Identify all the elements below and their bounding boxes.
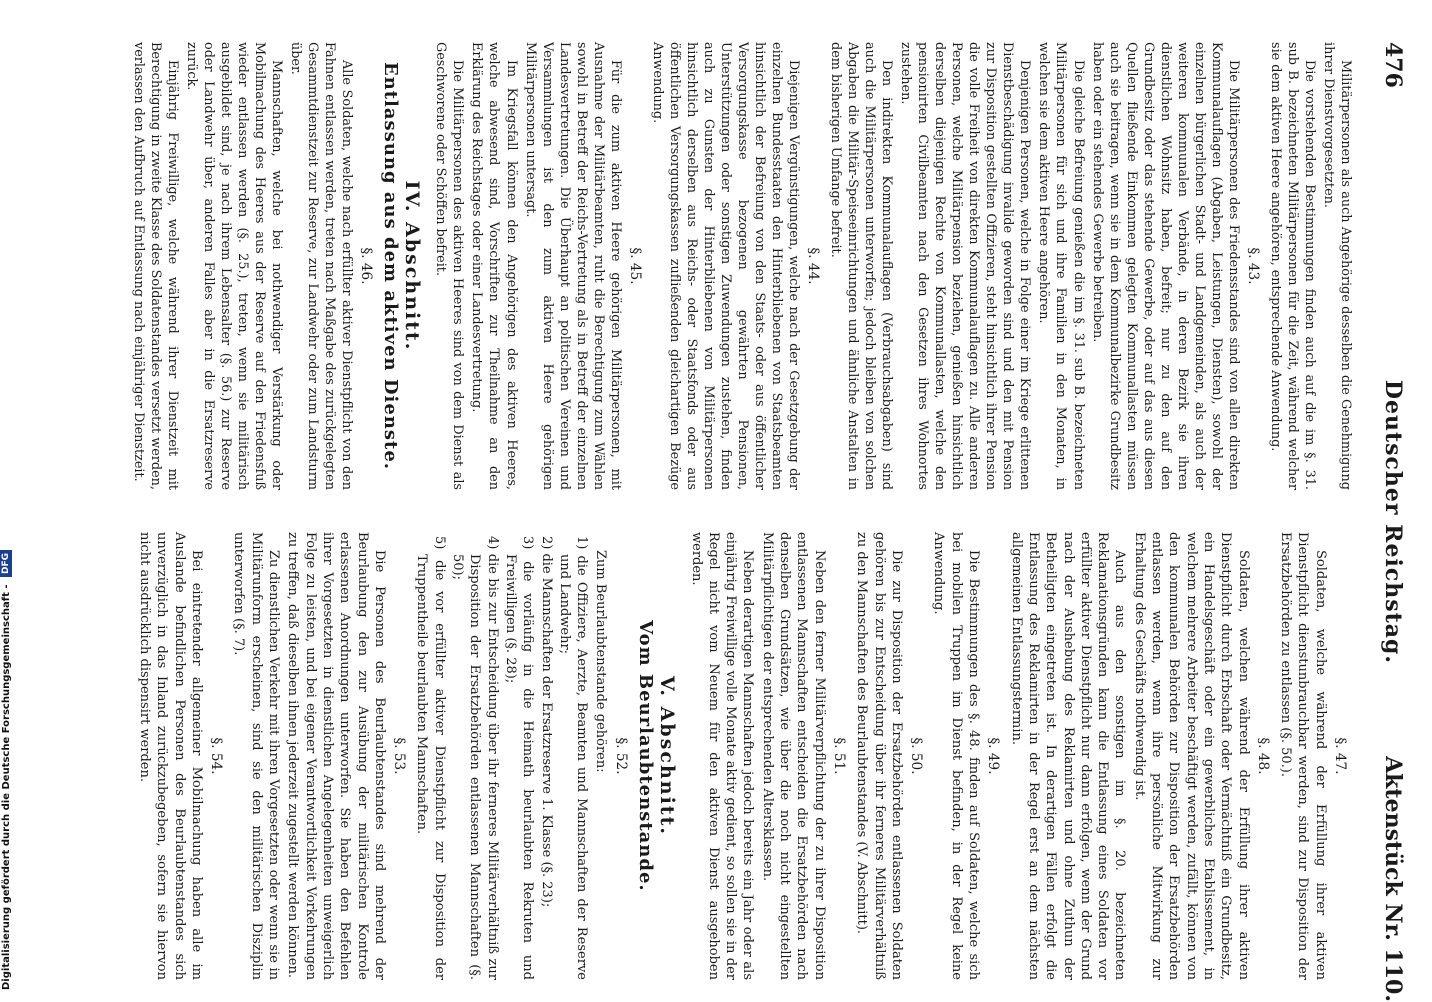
paragraph: Einjährig Freiwillige, welche während ihrer Dienstzeit mit Berechtigung in zweite Klasse des Soldatenstandes versetzt werden, verlassen den Aufbruch auf Entlassung nach einjähriger Dienstzeit. <box>130 42 180 490</box>
paragraph: Bei eintretender allgemeiner Mobilmachung haben alle im Auslande befindlichen Personen des Beurlaubtenstandes sich unverzüglich in das Inland zurückzubegeben, sofern sie hiervon nicht ausdrücklich dispensirt werden. <box>137 532 204 980</box>
paragraph: Die vorstehenden Bestimmungen finden auch auf die im §. 31. sub B. bezeichneten Militärpersonen für die Zeit, während welcher sie dem aktiven Heere angehören, entsprechende Anwendung. <box>1267 42 1317 490</box>
paragraph: Neben derartigen Mannschaften jedoch bereits ein Jahr oder als einjährig Freiwillige volle Monate aktiv gedient, so sollen sie in der Regel nicht vom Neuem für den aktiven Dienst ausgehoben werden. <box>688 532 756 980</box>
paragraph: Die gleiche Befreiung genießen die im §. 31. sub B. bezeichneten Militärpersonen für sich und ihre Familien in den Monaten, in welchen sie dem aktiven Heere angehören. <box>1036 42 1086 490</box>
section-number: §. 43. <box>1244 247 1261 285</box>
paragraph: Mannschaften, welche bei nothwendiger Verstärkung oder Mobilmachung des Heeres aus der Reserve auf den Friedensfuß wieder entlassen werden (§. 25.), treten, wenn sie militärisch ausgebildet sind, je nach ihrem Lebensalter (§. 56.) zur Reserve oder Landwehr über, anderen Falles aber in die Ersatzreserve zurück. <box>184 42 285 490</box>
paragraph: Für die zum aktiven Heere gehörigen Militärpersonen, mit Ausnahme der Militärbeamten, ruht die Berechtigung zum Wählen sowohl in Betreff der Reichs-Vertretung als in Betreff der einzelnen Landesvertretungen. Die Überhaupt an politischen Vereinen und Versammlungen ist den zum aktiven Heere gehörigen Militärpersonen untersagt. <box>522 42 623 490</box>
list-item: 1) die Offiziere, Aerzte, Beamten und Mannschaften der Reserve und Landwehr; <box>556 536 590 980</box>
paragraph: Militärpersonen als auch Angehörige desselben die Genehmigung ihrer Dienstvorgesetzten. <box>1320 42 1353 490</box>
running-title: Deutscher Reichstag. <box>1380 379 1406 665</box>
section-number: §. 50. <box>908 737 925 775</box>
paragraph: Soldaten, welchen während der Erfüllung ihrer aktiven Dienstpflicht durch Erbschaft oder Vermächtniß ein Grundbesitz, ein Handelsgeschäft oder ein gewerbliches Etablissement, in welchem mehrere Arbeiter beschäftigt werden, zufällt, können von den kommunalen Behörden zur Disposition der Ersatzbehörden entlassen werden, wenn ihre persönliche Mitwirkung zur Erhaltung des Geschäfts nothwendig ist. <box>1131 532 1251 980</box>
paragraph: Die Militärpersonen des Friedensstandes sind von allen direkten Kommunalauflagen (Abgaben, Leistungen, Diensten), sowohl der einzelnen bürgerlichen Stadt- und Landgemeinden, als auch der weiteren kommunalen Verbände, in deren Bezirk sie ihren dienstlichen Wohnsitz haben, befreit; nur zu den auf den Grundbesitz oder das stehende Gewerbe, oder auf das aus diesen Quellen fließende Einkommen gelegten Kommunallasten müssen auch sie beitragen, wenn sie in dem Kommunalbezirke Grundbesitz haben oder ein stehendes Gewerbe betreiben. <box>1089 42 1241 490</box>
list-item: 4) die bis zur Entscheidung über ihr ferneres Militärverhältniß zur Disposition der Ersatzbehörden entlassenen Mannschaften (§. 50); <box>450 536 500 980</box>
page-header <box>1366 42 1406 1002</box>
digitization-credit-strip <box>0 0 14 1000</box>
chapter-subtitle: Vom Beurlaubtenstande. <box>635 620 657 892</box>
document-page <box>112 42 1412 1002</box>
chapter-subtitle: Entlassung aus dem aktiven Dienste. <box>380 61 402 471</box>
paragraph: Im Kriegsfall können den Angehörigen des aktiven Heeres, welche abwesend sind, Vorschriften zur Theilnahme an den Erklärung des Reichstages oder einer Landesvertretung. <box>469 42 519 490</box>
paragraph: Die Militärpersonen des aktiven Heeres sind von dem Dienst als Geschworene oder Schöffen befreit. <box>433 42 466 490</box>
page-number: 476 <box>1380 42 1406 88</box>
section-number: §. 54. <box>208 737 225 775</box>
paragraph: Zu dienstlichen Verkehr mit ihren Vorgesetzten oder wenn sie in Militärunform erscheinen, sind sie den militärischen Disziplin unterworfen (§. 7). <box>231 532 282 980</box>
digitization-credit-text: Digitalisierung gefördert durch die Deutsche Forschungsgemeinschaft - <box>1 584 12 990</box>
list-item: 5) die vor erfüllter aktiver Dienstpflicht zur Disposition der Truppentheile beurlaubten Mannschaften. <box>414 536 447 980</box>
paragraph: Denjenigen Personen, welche in Folge einer im Kriege erlittenen Dienstbeschädigung invalide geworden sind und den mit Pension zur Disposition gestellten Offizieren, steht hinsichtlich ihrer Pension die volle Freiheit von direkten Kommunalauflagen zu. Alle anderen Personen, welche Militärpension beziehen, genießen hinsichtlich derselben diejenigen Rechte von Kommunallasten, welche den pensionirten Civilbeamten nach den Gesetzen ihres Wohnortes zustehen. <box>898 42 1033 490</box>
section-number: §. 49. <box>985 737 1002 775</box>
paragraph: Die Bestimmungen des §. 48. finden auf Soldaten, welche sich bei mobilen Truppen im Dienst befinden, in der Regel keine Anwendung. <box>931 532 982 980</box>
paragraph: Auch aus den sonstigen im §. 20. bezeichneten Reklamationsgründen kann die Entlassung eines Soldaten vor erfüllter aktiver Dienstpflicht nur dann erfolgen, wenn der Grund nach der Aushebung des Reklamirten und ohne Zuthun der Betheiligten eingetreten ist. In derartigen Fällen erfolgt die Entlassung des Reklamirten in der Regel erst an dem nächsten allgemeinen Entlassungstermin. <box>1008 532 1128 980</box>
paragraph: Neben den ferner Militärverpflichtung der zu ihrer Disposition entlassenen Mannschaften entscheiden die Ersatzbehörden nach denselben Grundsätzen, wie über die noch nicht eingestellten Militärpflichtigen der entsprechenden Altersklassen. <box>759 532 827 980</box>
chapter-heading: V. Abschnitt. <box>656 676 679 836</box>
list-item: 2) die Mannschaften der Ersatzreserve 1. Klasse (§. 23); <box>538 536 554 908</box>
paragraph: Die zur Disposition der Ersatzbehörden entlassenen Soldaten gehören bis zur Entscheidung über ihr ferneres Militärverhältniß zu den Mannschaften des Beurlaubtenstandes (V. Abschnitt). <box>854 532 904 980</box>
section-number: §. 48. <box>1254 737 1271 775</box>
section-number: §. 52. <box>612 737 629 775</box>
left-column <box>128 42 1354 490</box>
paragraph: Den indirekten Kommunalauflagen (Verbrauchsabgaben) sind auch die Militärpersonen unterworfen; jedoch bleiben von solchen Abgaben die Militär-Speiseeinrichtungen und ähnliche Anstalten in dem bisherigen Umfange befreit. <box>828 42 895 490</box>
list-item: 3) die vorläufig in die Heimath beurlaubten Rekruten und Freiwilligen (§. 28); <box>502 536 536 980</box>
dfg-logo: DFG <box>0 550 12 577</box>
section-number: §. 45. <box>626 247 643 285</box>
section-number: §. 47. <box>1332 737 1348 775</box>
document-issue: Aktenstück Nr. 110. <box>1380 756 1406 1002</box>
section-number: §. 53. <box>391 737 408 775</box>
section-number: §. 44. <box>805 247 822 285</box>
paragraph: Soldaten, welche während der Erfüllung ihrer aktiven Dienstpflicht dienstunbrauchbar werden, sind zur Disposition der Ersatzbehörden zu entlassen (§. 50.). <box>1278 532 1328 980</box>
chapter-heading: IV. Abschnitt. <box>401 180 424 352</box>
paragraph: Alle Soldaten, welche nach erfüllter aktiver Dienstpflicht von den Fahnen entlassen werden, treten nach Maßgabe des zurückgelegten Gesammtdienstzeit zur Reserve, zur Landwehr oder zum Landsturm über. <box>288 42 355 490</box>
paragraph: Zum Beurlaubtenstande gehören: <box>593 550 609 773</box>
digitization-credit <box>0 0 14 990</box>
right-column <box>134 532 1354 980</box>
section-number: §. 51. <box>830 737 847 775</box>
paragraph: Die Personen des Beurlaubtenstandes sind mehrend der Beurlaubung den zur Ausübung der militärischen Kontrole erlassenen Anordnungen unterworfen. Sie haben den Befehlen ihrer Vorgesetzten in dienstlichen Angelegenheiten unweigerlich Folge zu leisten, und bei eigener Verantwortlichkeit Vorkehrungen zu treffen, daß dieselben ihnen jederzeit zugestellt werden können. <box>285 532 387 980</box>
section-number: §. 46. <box>358 247 375 285</box>
paragraph: Diejenigen Vergünstigungen, welche nach der Gesetzgebung der einzelnen Bundesstaaten den Hinterbliebenen von Staatsbeamten hinsichtlich der Befreiung von den Staats- oder aus öffentlicher Versorgungskasse bezogenen gewährten Pensionen, Unterstützungen oder sonstigen Zuwendungen zustehen, finden auch zu Gunsten der Hinterbliebenen von Militärpersonen hinsichtlich derselben aus Reichs- oder Staatsfonds oder aus öffentlichen Versorgungskassen zufließenden gleichartigen Bezüge Anwendung. <box>649 42 802 490</box>
